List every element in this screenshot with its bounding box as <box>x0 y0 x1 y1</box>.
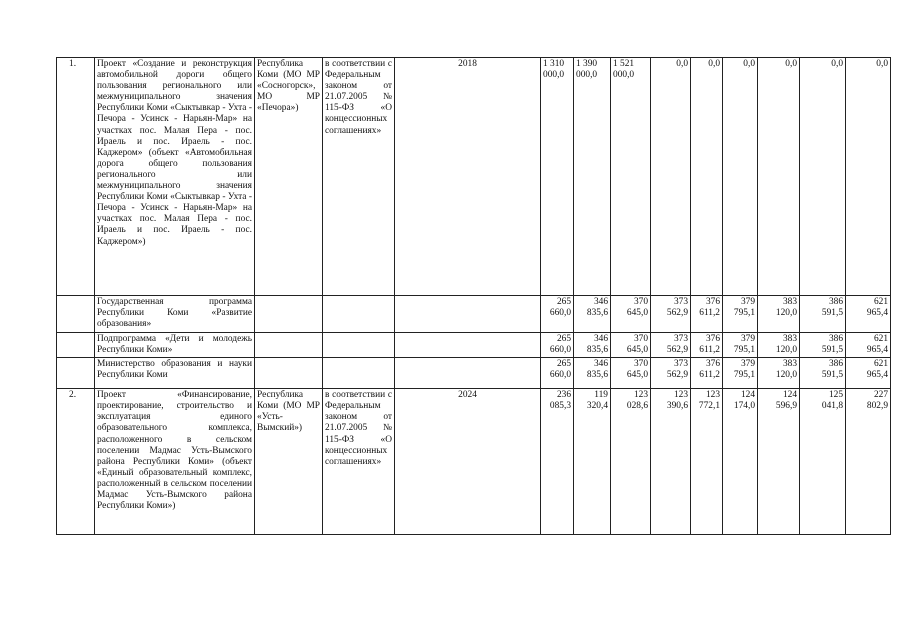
amount-cell: 370 645,0 <box>611 358 651 389</box>
year-cell: 2018 <box>395 58 541 296</box>
amount-cell: 124 174,0 <box>723 389 758 535</box>
amount-cell: 383 120,0 <box>758 358 800 389</box>
table-row <box>57 389 891 535</box>
amount-cell: 376 611,2 <box>691 333 723 358</box>
location-cell: Республика Коми (МО МР «Усть-Вымский») <box>255 389 323 535</box>
amount-cell: 265 660,0 <box>541 333 574 358</box>
amount-cell: 1 521 000,0 <box>611 58 651 296</box>
amount-cell: 346 835,6 <box>574 296 611 333</box>
year-cell <box>395 333 541 358</box>
project-name-cell: Подпрограмма «Дети и молодежь Республики Коми» <box>95 333 255 358</box>
concession-projects-table <box>56 57 891 535</box>
project-name-cell: Проект «Финансирование, проектирование, строительство и эксплуатация единого образовательного комплекса, расположенного в сельском поселении Мадмас Усть-Вымского района Республики Коми» (объект «Единый образовательный комплекс, расположенный в сельском поселении Мадмас Усть-Вымского района Республики Коми») <box>95 389 255 535</box>
amount-cell: 123 772,1 <box>691 389 723 535</box>
amount-cell: 227 802,9 <box>846 389 891 535</box>
amount-cell: 265 660,0 <box>541 358 574 389</box>
project-name-cell: Государственная программа Республики Коми «Развитие образования» <box>95 296 255 333</box>
amount-cell: 0,0 <box>758 58 800 296</box>
legal-basis-cell: в соответствии с Федеральным законом от 21.07.2005 № 115-ФЗ «О концессионных соглашениях» <box>323 389 395 535</box>
amount-cell: 125 041,8 <box>800 389 846 535</box>
amount-cell: 119 320,4 <box>574 389 611 535</box>
amount-cell: 0,0 <box>691 58 723 296</box>
location-cell: Республика Коми (МО МР «Сосногорск», МО МР «Печора») <box>255 58 323 296</box>
amount-cell: 373 562,9 <box>651 296 691 333</box>
amount-cell: 383 120,0 <box>758 296 800 333</box>
legal-basis-cell <box>323 296 395 333</box>
amount-cell: 265 660,0 <box>541 296 574 333</box>
legal-basis-cell <box>323 358 395 389</box>
row-number-cell <box>57 358 95 389</box>
amount-cell: 370 645,0 <box>611 333 651 358</box>
row-number-cell: 1. <box>57 58 95 296</box>
amount-cell: 386 591,5 <box>800 296 846 333</box>
amount-cell: 346 835,6 <box>574 358 611 389</box>
table-row <box>57 58 891 296</box>
amount-cell: 124 596,9 <box>758 389 800 535</box>
year-cell <box>395 358 541 389</box>
amount-cell: 386 591,5 <box>800 358 846 389</box>
amount-cell: 123 390,6 <box>651 389 691 535</box>
amount-cell: 123 028,6 <box>611 389 651 535</box>
amount-cell: 376 611,2 <box>691 358 723 389</box>
amount-cell: 0,0 <box>723 58 758 296</box>
amount-cell: 0,0 <box>846 58 891 296</box>
table-body <box>57 58 891 535</box>
amount-cell: 0,0 <box>800 58 846 296</box>
amount-cell: 621 965,4 <box>846 358 891 389</box>
amount-cell: 1 390 000,0 <box>574 58 611 296</box>
table-row <box>57 358 891 389</box>
location-cell <box>255 296 323 333</box>
table-row <box>57 296 891 333</box>
amount-cell: 376 611,2 <box>691 296 723 333</box>
amount-cell: 379 795,1 <box>723 296 758 333</box>
legal-basis-cell: в соответствии с Федеральным законом от 21.07.2005 № 115-ФЗ «О концессионных соглашениях» <box>323 58 395 296</box>
amount-cell: 386 591,5 <box>800 333 846 358</box>
year-cell <box>395 296 541 333</box>
amount-cell: 373 562,9 <box>651 358 691 389</box>
location-cell <box>255 333 323 358</box>
amount-cell: 383 120,0 <box>758 333 800 358</box>
year-cell: 2024 <box>395 389 541 535</box>
project-name-cell: Министерство образования и науки Республики Коми <box>95 358 255 389</box>
location-cell <box>255 358 323 389</box>
amount-cell: 370 645,0 <box>611 296 651 333</box>
table-row <box>57 333 891 358</box>
row-number-cell <box>57 333 95 358</box>
amount-cell: 236 085,3 <box>541 389 574 535</box>
amount-cell: 346 835,6 <box>574 333 611 358</box>
project-name-cell: Проект «Создание и реконструкция автомобильной дороги общего пользования регионального или межмуниципального значения Республики Коми «Сыктывкар - Ухта - Печора - Усинск - Нарьян-Мар» на участках пос. Малая Пера - пос. Ираель и пос. Ираель - пос. Каджером» (объект «Автомобильная дорога общего пользования регионального или межмуниципального значения Республики Коми «Сыктывкар - Ухта - Печора - Усинск - Нарьян-Мар» на участках пос. Малая Пера - пос. Ираель и пос. Ираель - пос. Каджером») <box>95 58 255 296</box>
amount-cell: 0,0 <box>651 58 691 296</box>
amount-cell: 379 795,1 <box>723 358 758 389</box>
amount-cell: 621 965,4 <box>846 296 891 333</box>
legal-basis-cell <box>323 333 395 358</box>
amount-cell: 621 965,4 <box>846 333 891 358</box>
row-number-cell <box>57 296 95 333</box>
amount-cell: 379 795,1 <box>723 333 758 358</box>
amount-cell: 373 562,9 <box>651 333 691 358</box>
row-number-cell: 2. <box>57 389 95 535</box>
amount-cell: 1 310 000,0 <box>541 58 574 296</box>
